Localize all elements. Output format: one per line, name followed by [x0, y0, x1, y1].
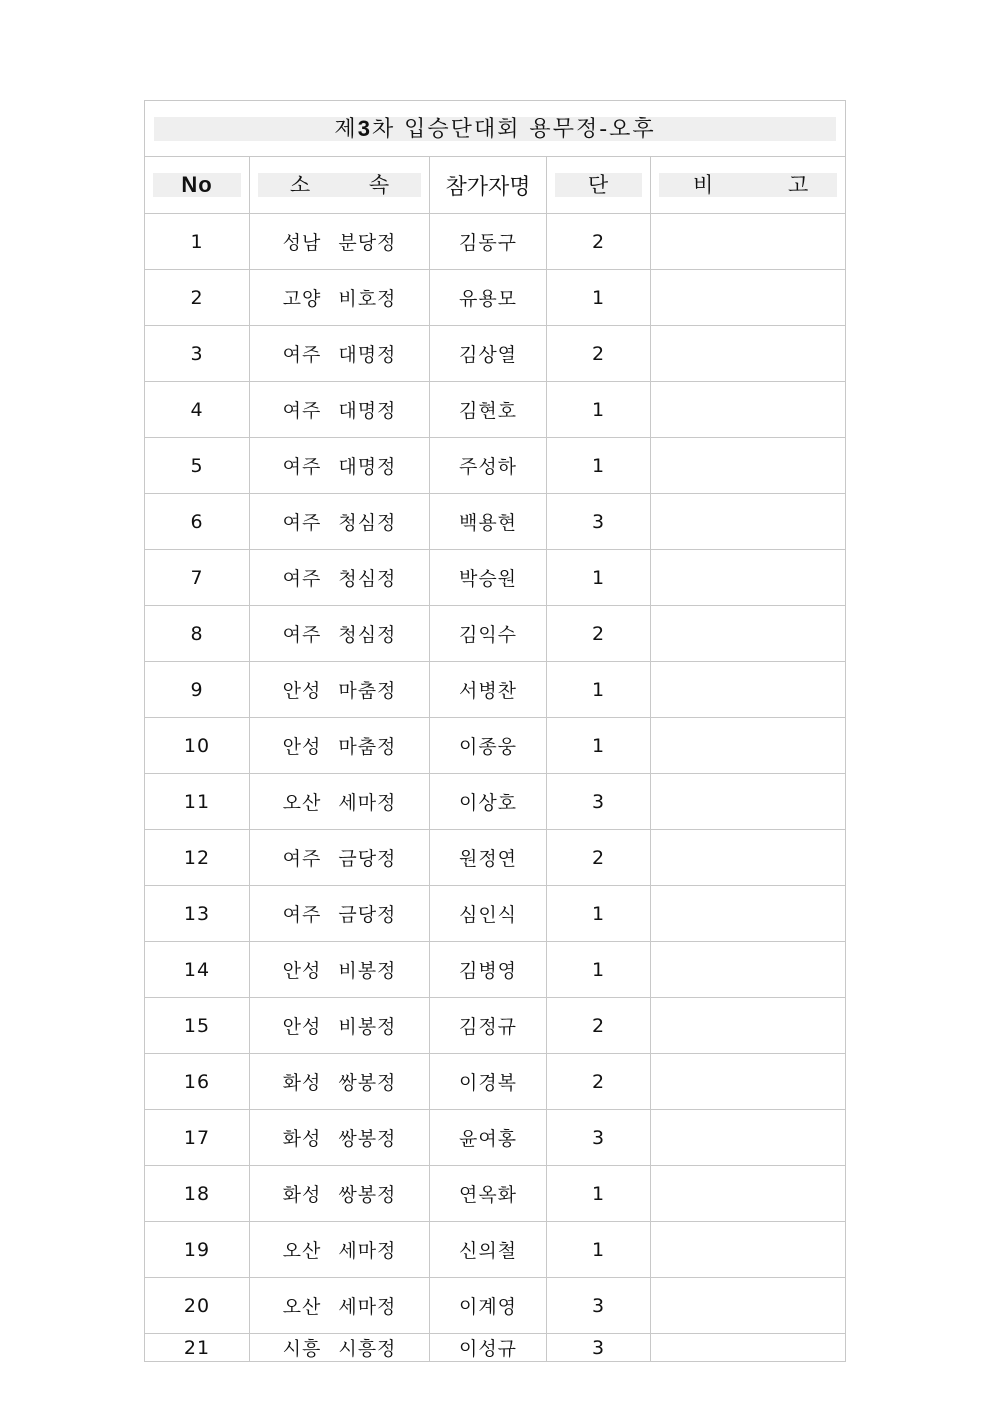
cell-remarks: [651, 1166, 846, 1222]
cell-affiliation: 안성 마춤정: [250, 662, 430, 718]
title-row: [145, 101, 846, 157]
cell-dan: 1: [547, 270, 651, 326]
table-row: [145, 1054, 846, 1110]
cell-affiliation: 고양 비호정: [250, 270, 430, 326]
cell-name: 이상호: [430, 774, 547, 830]
cell-affiliation: 오산 세마정: [250, 774, 430, 830]
cell-affiliation: 오산 세마정: [250, 1222, 430, 1278]
header-dan: 단: [555, 173, 642, 197]
header-no-cell: [145, 157, 250, 214]
header-remarks: 비 고: [659, 173, 837, 197]
cell-remarks: [651, 550, 846, 606]
cell-affiliation: 안성 비봉정: [250, 998, 430, 1054]
cell-affiliation: 여주 청심정: [250, 550, 430, 606]
cell-remarks: [651, 886, 846, 942]
cell-dan: 3: [547, 1334, 651, 1362]
cell-no: 16: [145, 1054, 250, 1110]
cell-no: 17: [145, 1110, 250, 1166]
cell-no: 19: [145, 1222, 250, 1278]
cell-name: 백용현: [430, 494, 547, 550]
cell-dan: 2: [547, 830, 651, 886]
cell-no: 6: [145, 494, 250, 550]
cell-remarks: [651, 1278, 846, 1334]
cell-affiliation: 성남 분당정: [250, 214, 430, 270]
cell-remarks: [651, 942, 846, 998]
table-row: [145, 998, 846, 1054]
cell-dan: 1: [547, 1222, 651, 1278]
cell-remarks: [651, 326, 846, 382]
cell-name: 김동구: [430, 214, 547, 270]
cell-no: 20: [145, 1278, 250, 1334]
cell-dan: 1: [547, 382, 651, 438]
cell-name: 심인식: [430, 886, 547, 942]
cell-name: 윤여홍: [430, 1110, 547, 1166]
cell-affiliation: 여주 대명정: [250, 326, 430, 382]
cell-name: 김현호: [430, 382, 547, 438]
cell-name: 김익수: [430, 606, 547, 662]
cell-name: 주성하: [430, 438, 547, 494]
cell-remarks: [651, 830, 846, 886]
cell-remarks: [651, 774, 846, 830]
cell-name: 유용모: [430, 270, 547, 326]
cell-affiliation: 오산 세마정: [250, 1278, 430, 1334]
table-row: [145, 438, 846, 494]
table-row: [145, 718, 846, 774]
cell-no: 15: [145, 998, 250, 1054]
cell-remarks: [651, 606, 846, 662]
cell-no: 5: [145, 438, 250, 494]
cell-dan: 1: [547, 1166, 651, 1222]
cell-no: 12: [145, 830, 250, 886]
cell-no: 2: [145, 270, 250, 326]
cell-affiliation: 화성 쌍봉정: [250, 1110, 430, 1166]
cell-remarks: [651, 1110, 846, 1166]
cell-no: 1: [145, 214, 250, 270]
cell-no: 8: [145, 606, 250, 662]
cell-no: 21: [145, 1334, 250, 1362]
table-row: [145, 382, 846, 438]
cell-dan: 2: [547, 1054, 651, 1110]
cell-remarks: [651, 1334, 846, 1362]
cell-affiliation: 여주 대명정: [250, 382, 430, 438]
header-row: [145, 157, 846, 214]
cell-affiliation: 화성 쌍봉정: [250, 1054, 430, 1110]
cell-remarks: [651, 662, 846, 718]
cell-name: 이종웅: [430, 718, 547, 774]
cell-name: 김상열: [430, 326, 547, 382]
header-name: 참가자명: [445, 174, 531, 200]
cell-no: 10: [145, 718, 250, 774]
cell-no: 14: [145, 942, 250, 998]
cell-dan: 2: [547, 606, 651, 662]
cell-name: 박승원: [430, 550, 547, 606]
table-row: [145, 1166, 846, 1222]
cell-name: 이계영: [430, 1278, 547, 1334]
cell-name: 김정규: [430, 998, 547, 1054]
header-no: No: [153, 173, 241, 197]
cell-no: 4: [145, 382, 250, 438]
cell-dan: 2: [547, 214, 651, 270]
cell-name: 김병영: [430, 942, 547, 998]
cell-dan: 1: [547, 718, 651, 774]
table-row: [145, 270, 846, 326]
cell-remarks: [651, 1222, 846, 1278]
table-row: [145, 550, 846, 606]
cell-name: 이경복: [430, 1054, 547, 1110]
cell-name: 원정연: [430, 830, 547, 886]
header-affiliation-cell: [250, 157, 430, 214]
header-affiliation: 소 속: [258, 173, 421, 197]
cell-remarks: [651, 998, 846, 1054]
cell-dan: 3: [547, 774, 651, 830]
cell-remarks: [651, 382, 846, 438]
cell-dan: 2: [547, 326, 651, 382]
cell-dan: 3: [547, 494, 651, 550]
cell-remarks: [651, 270, 846, 326]
cell-no: 13: [145, 886, 250, 942]
table-row: [145, 886, 846, 942]
participant-table: [144, 100, 846, 1362]
document-title: [154, 117, 836, 141]
table-row: [145, 830, 846, 886]
cell-dan: 1: [547, 662, 651, 718]
table-row: [145, 494, 846, 550]
cell-remarks: [651, 1054, 846, 1110]
cell-dan: 1: [547, 550, 651, 606]
table-row: [145, 942, 846, 998]
cell-affiliation: 시흥 시흥정: [250, 1334, 430, 1362]
cell-affiliation: 안성 마춤정: [250, 718, 430, 774]
title-prefix: 제: [334, 116, 358, 142]
table-row: [145, 1222, 846, 1278]
cell-dan: 3: [547, 1110, 651, 1166]
header-remarks-cell: [651, 157, 846, 214]
cell-name: 신의철: [430, 1222, 547, 1278]
title-suffix: 차 입승단대회 용무정-오후: [371, 116, 656, 142]
cell-name: 연옥화: [430, 1166, 547, 1222]
table-row: [145, 214, 846, 270]
cell-affiliation: 여주 금당정: [250, 830, 430, 886]
cell-dan: 1: [547, 942, 651, 998]
cell-name: 이성규: [430, 1334, 547, 1362]
table-row: [145, 1110, 846, 1166]
cell-no: 3: [145, 326, 250, 382]
table-row: [145, 1334, 846, 1362]
cell-remarks: [651, 494, 846, 550]
cell-affiliation: 화성 쌍봉정: [250, 1166, 430, 1222]
cell-dan: 1: [547, 886, 651, 942]
cell-no: 11: [145, 774, 250, 830]
cell-affiliation: 여주 청심정: [250, 606, 430, 662]
cell-remarks: [651, 438, 846, 494]
cell-dan: 2: [547, 998, 651, 1054]
cell-no: 7: [145, 550, 250, 606]
table-row: [145, 662, 846, 718]
cell-remarks: [651, 214, 846, 270]
cell-no: 9: [145, 662, 250, 718]
table-row: [145, 326, 846, 382]
cell-dan: 1: [547, 438, 651, 494]
table-row: [145, 1278, 846, 1334]
cell-affiliation: 여주 대명정: [250, 438, 430, 494]
header-dan-cell: [547, 157, 651, 214]
table-row: [145, 606, 846, 662]
cell-dan: 3: [547, 1278, 651, 1334]
title-cell: [145, 101, 846, 157]
cell-remarks: [651, 718, 846, 774]
cell-affiliation: 안성 비봉정: [250, 942, 430, 998]
cell-name: 서병찬: [430, 662, 547, 718]
table-row: [145, 774, 846, 830]
cell-affiliation: 여주 청심정: [250, 494, 430, 550]
cell-no: 18: [145, 1166, 250, 1222]
title-number: 3: [357, 115, 372, 141]
cell-affiliation: 여주 금당정: [250, 886, 430, 942]
header-name-cell: [430, 157, 547, 214]
